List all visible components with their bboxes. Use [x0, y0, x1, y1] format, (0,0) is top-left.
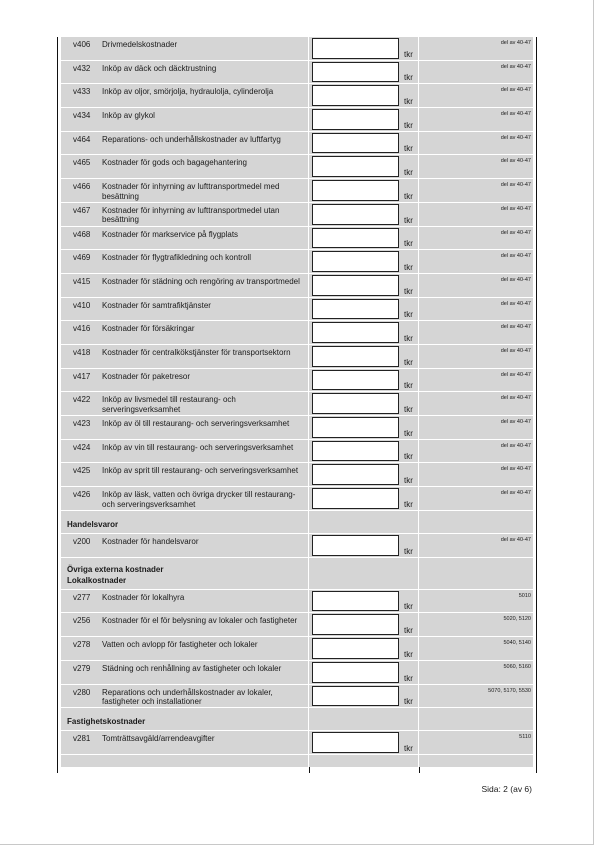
row-label: Kostnader för försäkringar	[102, 324, 195, 334]
account-reference: del av 40-47	[500, 347, 531, 354]
section-title-text: Handelsvaror	[67, 519, 119, 529]
table-end	[61, 755, 533, 768]
cell-divider	[308, 637, 309, 661]
cell-divider	[308, 179, 309, 203]
form-row	[61, 179, 533, 203]
row-label: Kostnader för lokalhyra	[102, 592, 185, 602]
cell-divider	[308, 227, 309, 251]
unit-label: tkr	[404, 476, 413, 486]
cell-divider	[308, 685, 309, 709]
cell-divider	[418, 416, 419, 440]
cell-divider	[308, 487, 309, 511]
form-row	[61, 37, 533, 61]
account-reference: del av 40-47	[500, 490, 531, 497]
cell-divider	[418, 84, 419, 108]
unit-label: tkr	[404, 499, 413, 509]
account-reference: del av 40-47	[500, 300, 531, 307]
unit-label: tkr	[404, 744, 413, 754]
unit-label: tkr	[404, 626, 413, 636]
row-label: Inköp av öl till restaurang- och serveringsverksamhet	[102, 419, 290, 428]
cell-divider	[418, 440, 419, 464]
cell-divider	[308, 369, 309, 393]
amount-input[interactable]	[312, 299, 399, 320]
row-label: Reparations- och underhållskostnader av luftfartyg	[102, 134, 281, 144]
cell-divider	[308, 321, 309, 345]
row-label: Kostnader för inhyrning av lufttransportmedel med besättning	[102, 182, 280, 201]
section-title-text: Fastighetskostnader	[67, 717, 146, 727]
cell-divider	[308, 203, 309, 227]
unit-label: tkr	[404, 310, 413, 320]
unit-label: tkr	[404, 215, 413, 225]
account-reference: del av 40-47	[500, 111, 531, 118]
row-label: Kostnader för el för belysning av lokaler och fastigheter	[102, 616, 298, 626]
row-label: Kostnader för gods och bagagehantering	[102, 158, 247, 168]
account-reference: del av 40-47	[500, 158, 531, 165]
row-code: v426	[73, 490, 91, 500]
amount-input[interactable]	[312, 346, 399, 367]
form-row	[61, 250, 533, 274]
row-code: v464	[73, 134, 91, 144]
form-row	[61, 203, 533, 227]
unit-label: tkr	[404, 333, 413, 343]
unit-label: tkr	[404, 73, 413, 83]
amount-input[interactable]	[312, 180, 399, 201]
form-row	[61, 345, 533, 369]
form-row	[61, 637, 533, 661]
amount-input[interactable]	[312, 62, 399, 83]
row-code: v466	[73, 182, 91, 192]
cell-divider	[418, 661, 419, 685]
cell-divider	[308, 416, 309, 440]
cell-divider	[308, 708, 309, 731]
cell-divider	[418, 511, 419, 534]
row-label: Kostnader för städning och rengöring av transportmedel	[102, 276, 300, 286]
cell-divider	[418, 369, 419, 393]
section-header	[61, 511, 533, 534]
account-reference: del av 40-47	[500, 134, 531, 141]
row-label: Inköp av livsmedel till restaurang- och serveringsverksamhet	[102, 395, 236, 414]
amount-input[interactable]	[312, 322, 399, 343]
row-code: v433	[73, 87, 91, 97]
cell-divider	[308, 590, 309, 614]
amount-input[interactable]	[312, 614, 399, 635]
cell-divider	[308, 37, 309, 61]
row-label: Reparations och underhållskostnader av lokaler, fastigheter och installationer	[102, 687, 273, 706]
cell-divider	[308, 661, 309, 685]
form-row	[61, 61, 533, 85]
row-background	[61, 755, 533, 767]
section-background	[61, 511, 533, 533]
section-subtitle-text: Lokalkostnader	[67, 575, 127, 585]
cell-divider	[418, 613, 419, 637]
amount-input[interactable]	[312, 38, 399, 59]
cell-divider	[418, 132, 419, 156]
form-row	[61, 369, 533, 393]
cell-divider	[308, 108, 309, 132]
amount-input[interactable]	[312, 133, 399, 154]
form-row	[61, 132, 533, 156]
unit-label: tkr	[404, 97, 413, 107]
cell-divider	[308, 61, 309, 85]
row-code: v410	[73, 300, 91, 310]
account-reference: del av 40-47	[500, 419, 531, 425]
unit-label: tkr	[404, 381, 413, 391]
page-number: Sida: 2 (av 6)	[481, 784, 532, 794]
cell-divider	[308, 511, 309, 534]
cell-divider	[418, 487, 419, 511]
account-reference: del av 40-47	[500, 253, 531, 260]
cell-divider	[308, 755, 309, 768]
cell-divider	[418, 731, 419, 755]
amount-input[interactable]	[312, 662, 399, 683]
cell-divider	[308, 84, 309, 108]
row-label: Kostnader för centralkökstjänster för transportsektorn	[102, 347, 291, 357]
amount-input[interactable]	[312, 156, 399, 177]
row-code: v256	[73, 616, 91, 626]
cell-divider	[308, 731, 309, 755]
form-row	[61, 227, 533, 251]
row-code: v418	[73, 347, 91, 357]
cell-divider	[418, 108, 419, 132]
row-code: v432	[73, 63, 91, 73]
unit-label: tkr	[404, 357, 413, 367]
cell-divider	[418, 155, 419, 179]
amount-input[interactable]	[312, 228, 399, 249]
cell-divider	[308, 132, 309, 156]
amount-input[interactable]	[312, 204, 399, 225]
row-code: v417	[73, 371, 91, 381]
amount-input[interactable]	[312, 85, 399, 106]
amount-input[interactable]	[312, 441, 399, 462]
account-reference: del av 40-47	[500, 40, 531, 46]
row-code: v423	[73, 419, 91, 428]
unit-label: tkr	[404, 262, 413, 272]
cell-divider	[418, 558, 419, 590]
cell-divider	[418, 463, 419, 487]
cell-divider	[308, 558, 309, 590]
form-row	[61, 613, 533, 637]
row-label: Kostnader för inhyrning av lufttransportmedel utan besättning	[102, 205, 280, 225]
section-header	[61, 708, 533, 731]
form-row	[61, 155, 533, 179]
cell-divider	[418, 250, 419, 274]
amount-input[interactable]	[312, 638, 399, 659]
amount-input[interactable]	[312, 275, 399, 296]
row-label: Inköp av oljor, smörjolja, hydraulolja, cylinderolja	[102, 87, 274, 97]
account-reference: del av 40-47	[500, 395, 531, 402]
row-code: v406	[73, 40, 91, 49]
row-label: Vatten och avlopp för fastigheter och lokaler	[102, 640, 258, 650]
cell-divider	[418, 590, 419, 614]
right-border	[536, 37, 537, 773]
amount-input[interactable]	[312, 109, 399, 130]
cell-divider	[308, 298, 309, 322]
row-code: v425	[73, 466, 91, 476]
account-reference: 5070, 5170, 5530	[488, 687, 531, 694]
cell-divider	[418, 298, 419, 322]
cell-divider	[418, 534, 419, 558]
form-row	[61, 298, 533, 322]
row-label: Kostnader för markservice på flygplats	[102, 229, 239, 239]
unit-label: tkr	[404, 697, 413, 707]
row-label: Tomträttsavgäld/arrendeavgifter	[102, 734, 215, 744]
row-code: v279	[73, 663, 91, 673]
unit-label: tkr	[404, 673, 413, 683]
cell-divider	[418, 755, 419, 768]
cell-divider	[308, 440, 309, 464]
row-code: v280	[73, 687, 91, 697]
amount-input[interactable]	[312, 251, 399, 272]
account-reference: del av 40-47	[500, 229, 531, 236]
account-reference: 5020, 5120	[503, 616, 531, 623]
account-reference: del av 40-47	[500, 182, 531, 189]
account-reference: del av 40-47	[500, 324, 531, 331]
account-reference: del av 40-47	[500, 442, 531, 449]
unit-label: tkr	[404, 649, 413, 659]
account-reference: 5040, 5140	[503, 640, 531, 647]
account-reference: del av 40-47	[500, 536, 531, 543]
section-header	[61, 558, 533, 590]
row-code: v416	[73, 324, 91, 334]
row-code: v468	[73, 229, 91, 239]
row-code: v200	[73, 536, 91, 546]
row-code: v278	[73, 640, 91, 650]
form-row	[61, 392, 533, 416]
form-row	[61, 731, 533, 755]
cell-divider	[418, 392, 419, 416]
unit-label: tkr	[404, 546, 413, 556]
row-label: Kostnader för samtrafiktjänster	[102, 300, 211, 310]
amount-input[interactable]	[312, 370, 399, 391]
amount-input[interactable]	[312, 686, 399, 707]
cell-divider	[418, 708, 419, 731]
account-reference: del av 40-47	[500, 466, 531, 473]
row-code: v281	[73, 734, 91, 744]
account-reference: 5010	[518, 592, 531, 599]
cell-divider	[308, 392, 309, 416]
cell-divider	[308, 345, 309, 369]
row-code: v422	[73, 395, 91, 405]
cell-divider	[308, 155, 309, 179]
form-row	[61, 685, 533, 709]
form-row	[61, 534, 533, 558]
amount-input[interactable]	[312, 535, 399, 556]
form-row	[61, 661, 533, 685]
unit-label: tkr	[404, 239, 413, 249]
cell-divider	[418, 203, 419, 227]
cell-divider	[418, 61, 419, 85]
cell-divider	[418, 227, 419, 251]
cell-divider	[418, 637, 419, 661]
row-code: v277	[73, 592, 91, 602]
unit-label: tkr	[404, 286, 413, 296]
row-code: v434	[73, 111, 91, 121]
left-border	[57, 37, 58, 773]
unit-label: tkr	[404, 428, 413, 438]
row-label: Inköp av läsk, vatten och övriga drycker till restaurang- och serveringsverksamhet	[102, 490, 296, 509]
form-row	[61, 440, 533, 464]
unit-label: tkr	[404, 168, 413, 178]
row-label: Inköp av glykol	[102, 111, 155, 121]
amount-input[interactable]	[312, 393, 399, 414]
unit-label: tkr	[404, 144, 413, 154]
cell-divider	[418, 179, 419, 203]
account-reference: del av 40-47	[500, 205, 531, 212]
account-reference: 5060, 5160	[503, 663, 531, 670]
amount-input[interactable]	[312, 732, 399, 753]
cost-form-table	[61, 37, 533, 768]
cell-divider	[418, 685, 419, 709]
row-label: Kostnader för handelsvaror	[102, 536, 199, 546]
cell-divider	[418, 37, 419, 61]
form-row	[61, 487, 533, 511]
amount-input[interactable]	[312, 464, 399, 485]
row-code: v467	[73, 205, 91, 215]
unit-label: tkr	[404, 191, 413, 201]
section-title	[67, 519, 118, 530]
amount-input[interactable]	[312, 417, 399, 438]
unit-label: tkr	[404, 49, 413, 59]
cell-divider	[308, 274, 309, 298]
cell-divider	[418, 321, 419, 345]
row-label: Inköp av däck och däcktrustning	[102, 63, 217, 73]
cell-divider	[418, 345, 419, 369]
account-reference: del av 40-47	[500, 87, 531, 94]
row-label: Kostnader för flygtrafikledning och kontroll	[102, 253, 251, 263]
form-row	[61, 321, 533, 345]
amount-input[interactable]	[312, 488, 399, 509]
cell-divider	[308, 250, 309, 274]
form-row	[61, 590, 533, 614]
row-code: v469	[73, 253, 91, 263]
cell-divider	[418, 274, 419, 298]
account-reference: del av 40-47	[500, 63, 531, 70]
form-row	[61, 84, 533, 108]
row-label: Städning och renhållning av fastigheter och lokaler	[102, 663, 282, 673]
row-label: Inköp av sprit till restaurang- och serveringsverksamhet	[102, 466, 299, 476]
row-code: v415	[73, 276, 91, 286]
form-row	[61, 108, 533, 132]
unit-label: tkr	[404, 602, 413, 612]
unit-label: tkr	[404, 405, 413, 414]
account-reference: del av 40-47	[500, 371, 531, 378]
row-label: Drivmedelskostnader	[102, 40, 178, 49]
cell-divider	[308, 463, 309, 487]
section-title	[67, 716, 145, 727]
cell-divider	[308, 613, 309, 637]
row-code: v424	[73, 442, 91, 452]
account-reference: 5110	[519, 734, 531, 741]
unit-label: tkr	[404, 452, 413, 462]
form-row	[61, 416, 533, 440]
form-row	[61, 463, 533, 487]
row-label: Inköp av vin till restaurang- och serveringsverksamhet	[102, 442, 294, 452]
amount-input[interactable]	[312, 591, 399, 612]
section-title-text: Övriga externa kostnader	[67, 564, 164, 574]
unit-label: tkr	[404, 120, 413, 130]
row-label: Kostnader för paketresor	[102, 371, 191, 381]
form-row	[61, 274, 533, 298]
account-reference: del av 40-47	[500, 276, 531, 283]
cell-divider	[308, 534, 309, 558]
row-code: v465	[73, 158, 91, 168]
section-title	[67, 564, 163, 586]
